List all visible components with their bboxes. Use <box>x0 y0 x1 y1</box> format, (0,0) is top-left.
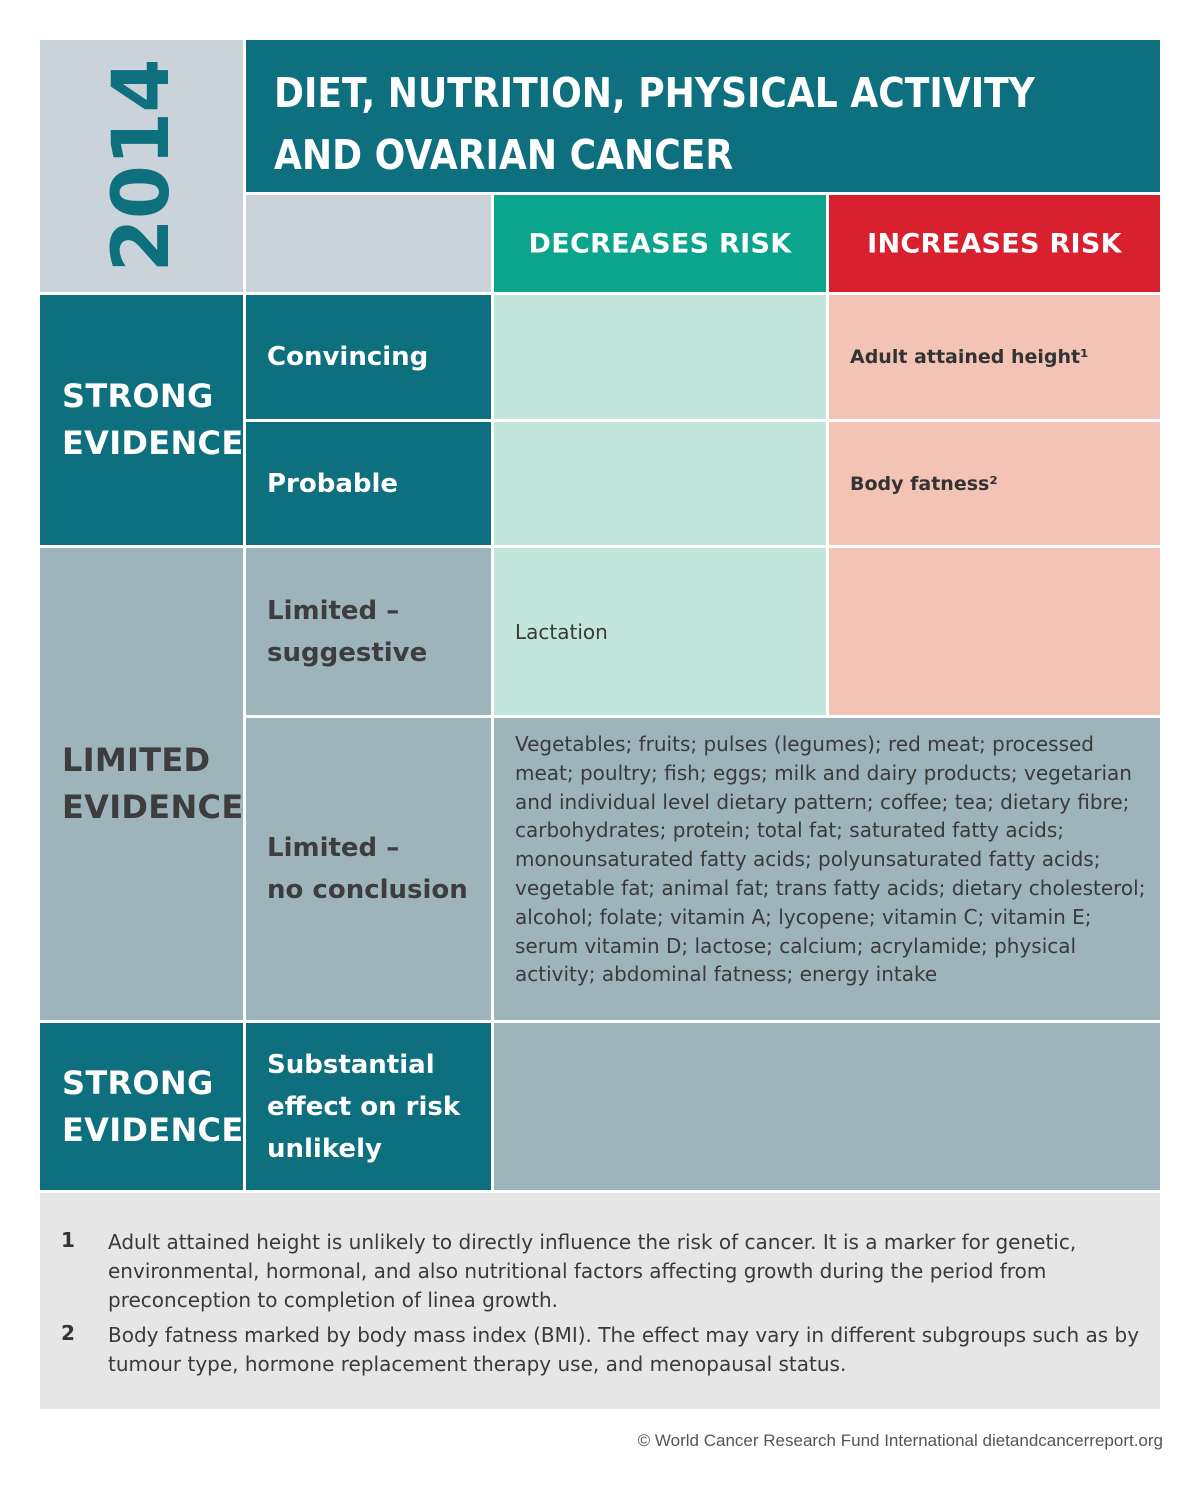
level-label-line-2: effect on risk <box>267 1091 461 1122</box>
year-label: 2014 <box>96 59 187 273</box>
footnote-number: 1 <box>61 1228 75 1252</box>
convincing-label: Convincing <box>267 342 429 372</box>
substantial-effect-label <box>267 1044 460 1170</box>
substantial-effect-level-cell <box>246 1023 491 1190</box>
limited-evidence-group <box>40 548 243 1020</box>
group-label-line-1: STRONG <box>62 1063 214 1102</box>
group-label-line-2: EVIDENCE <box>62 424 244 462</box>
footnote-number: 2 <box>61 1321 75 1345</box>
level-label-line-1: Limited – <box>267 833 400 863</box>
decreases-risk-header <box>494 195 826 292</box>
level-label-line-1: Substantial <box>267 1049 435 1080</box>
footnote-text: Body fatness marked by body mass index (BMI). The effect may vary in different subgroups such as by tumour type, hormone replacement therapy use, and menopausal status. <box>108 1323 1140 1376</box>
decreases-risk-label: DECREASES RISK <box>528 228 792 259</box>
page-title <box>274 62 1036 186</box>
convincing-increases-cell <box>829 295 1160 419</box>
level-label-line-2: suggestive <box>267 637 428 668</box>
group-label-line-2: EVIDENCE <box>62 1110 244 1149</box>
limited-suggestive-level-cell <box>246 548 491 715</box>
limited-suggestive-label <box>267 590 427 674</box>
probable-increases-text: Body fatness² <box>850 472 998 495</box>
probable-increases-cell <box>829 422 1160 545</box>
probable-decreases-cell <box>494 422 826 545</box>
title-line-1: DIET, NUTRITION, PHYSICAL ACTIVITY <box>274 69 1035 117</box>
substantial-effect-factors-cell <box>494 1023 1160 1190</box>
increases-risk-header <box>829 195 1160 292</box>
level-label-line-1: Limited – <box>267 595 400 626</box>
convincing-increases-text: Adult attained height¹ <box>850 346 1089 368</box>
header-blank-cell <box>246 195 491 292</box>
convincing-level-cell <box>246 295 491 419</box>
limited-suggestive-decreases-cell <box>494 548 826 715</box>
copyright-line: © World Cancer Research Fund International dietandcancerreport.org <box>637 1431 1163 1450</box>
footnotes-panel <box>40 1193 1160 1409</box>
title-banner <box>246 40 1160 192</box>
limited-suggestive-increases-cell <box>829 548 1160 715</box>
footnote-text: Adult attained height is unlikely to directly influence the risk of cancer. It is a marker for genetic, environmental, hormonal, and also nutritional factors affecting growth during the period from preconception to completion of linea growth. <box>108 1230 1077 1312</box>
limited-no-conclusion-factors-text: Vegetables; fruits; pulses (legumes); red meat; processed meat; poultry; fish; eggs; milk and dairy products; vegetarian and individual level dietary pattern; coffee; tea; dietary fibre; carbohydrates; protein; total fat; saturated fatty acids; monounsaturated fatty acids; polyunsaturated fatty acids; vegetable fat; animal fat; trans fatty acids; dietary cholesterol; alcohol; folate; vitamin A; lycopene; vitamin C; vitamin E; serum vitamin D; lactose; calcium; acrylamide; physical activity; abdominal fatness; energy intake <box>515 732 1146 987</box>
strong-evidence-label-top <box>62 373 243 467</box>
title-line-2: AND OVARIAN CANCER <box>274 131 734 179</box>
increases-risk-label: INCREASES RISK <box>867 228 1122 259</box>
probable-label: Probable <box>267 468 399 499</box>
year-cell <box>40 40 243 292</box>
level-label-line-2: no conclusion <box>267 875 468 905</box>
limited-no-conclusion-factors-cell <box>494 718 1160 1020</box>
limited-no-conclusion-level-cell <box>246 718 491 1020</box>
level-label-line-3: unlikely <box>267 1133 382 1164</box>
strong-evidence-label-bottom <box>62 1060 243 1154</box>
limited-suggestive-decreases-text: Lactation <box>515 619 608 644</box>
convincing-decreases-cell <box>494 295 826 419</box>
strong-evidence-group-bottom <box>40 1023 243 1190</box>
group-label-line-1: LIMITED <box>62 741 211 779</box>
group-label-line-1: STRONG <box>62 377 214 415</box>
strong-evidence-group-top <box>40 295 243 545</box>
limited-evidence-label <box>62 737 243 831</box>
limited-no-conclusion-label <box>267 827 468 911</box>
probable-level-cell <box>246 422 491 545</box>
group-label-line-2: EVIDENCE <box>62 788 244 826</box>
